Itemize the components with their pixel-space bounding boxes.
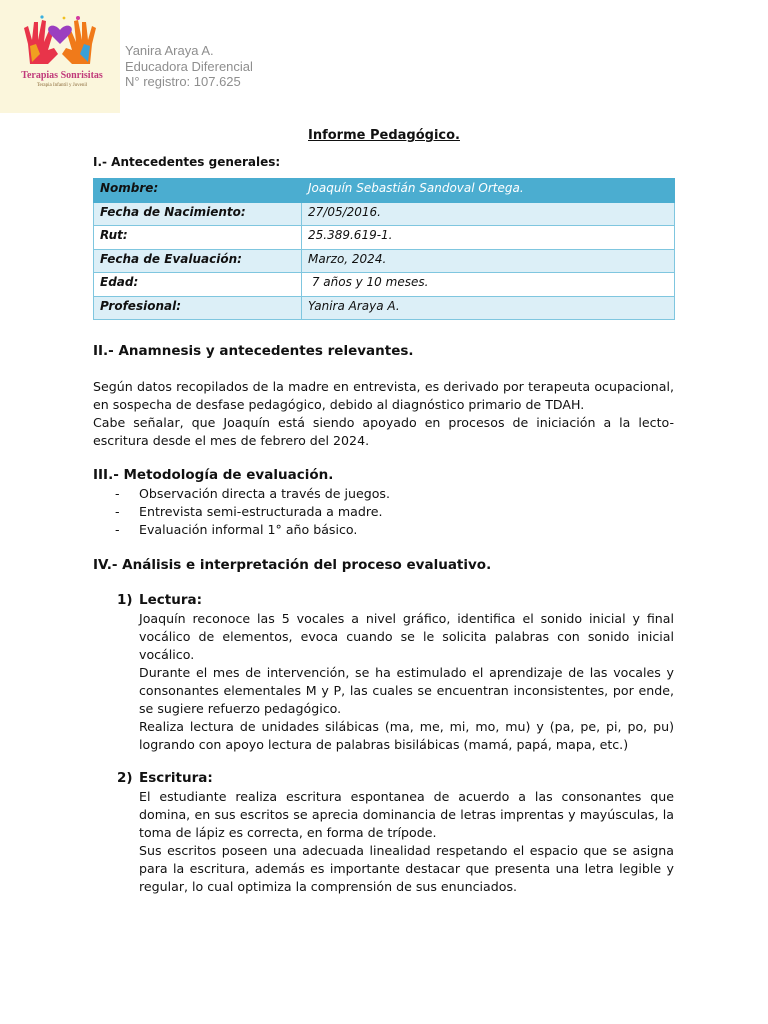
professional-info xyxy=(125,43,253,90)
row-value: 27/05/2016. xyxy=(302,202,675,226)
row-label: Fecha de Nacimiento: xyxy=(94,202,302,226)
paragraph: Realiza lectura de unidades silábicas (ma, me, mi, mo, mu) y (pa, pe, pi, po, pu) logrando con apoyo lectura de palabras bisilábicas (mamá, papá, mapa, etc.) xyxy=(139,719,674,752)
row-label: Nombre: xyxy=(94,179,302,203)
row-label: Edad: xyxy=(94,273,302,297)
lectura-number: 1) xyxy=(117,592,133,608)
row-value: Joaquín Sebastián Sandoval Ortega. xyxy=(302,179,675,203)
list-item: - Entrevista semi-estructurada a madre. xyxy=(115,504,383,519)
escritura-number: 2) xyxy=(117,770,133,786)
lectura-heading xyxy=(117,592,202,608)
escritura-title: Escritura: xyxy=(139,770,213,786)
paragraph: Durante el mes de intervención, se ha estimulado el aprendizaje de las vocales y consonantes elementales M y P, las cuales se encuentran inconsistentes, por ende, se sugiere refuerzo pedagógico. xyxy=(139,665,674,716)
row-label: Profesional: xyxy=(94,296,302,320)
logo-text: Terapias Sonrisitas xyxy=(21,70,103,81)
table-row xyxy=(94,179,675,203)
hands-heart-icon xyxy=(18,14,102,70)
row-value: 7 años y 10 meses. xyxy=(302,273,675,297)
escritura-heading xyxy=(117,770,213,786)
logo xyxy=(0,0,120,113)
paragraph: Sus escritos poseen una adecuada linealidad respetando el espacio que se asigna para la escritura, además es importante destacar que presenta una letra legible y regular, lo cual optimiza la comprensión de sus enunciados. xyxy=(139,843,674,894)
lectura-body xyxy=(139,610,674,754)
table-row xyxy=(94,249,675,273)
section-1-heading: I.- Antecedentes generales: xyxy=(93,155,281,169)
paragraph: Joaquín reconoce las 5 vocales a nivel gráfico, identifica el sonido inicial y final vocálico de elementos, evoca cuando se le solicita palabras con sonido inicial vocálico. xyxy=(139,611,674,662)
table-row xyxy=(94,273,675,297)
table-row xyxy=(94,226,675,250)
list-item: - Evaluación informal 1° año básico. xyxy=(115,522,358,537)
row-label: Fecha de Evaluación: xyxy=(94,249,302,273)
professional-name: Yanira Araya A. xyxy=(125,43,214,58)
professional-role: Educadora Diferencial xyxy=(125,58,253,74)
row-value: Marzo, 2024. xyxy=(302,249,675,273)
section-2-body xyxy=(93,378,674,450)
row-value: Yanira Araya A. xyxy=(302,296,675,320)
professional-registry: N° registro: 107.625 xyxy=(125,74,241,89)
paragraph: El estudiante realiza escritura espontanea de acuerdo a las consonantes que domina, en sus escritos se aprecia dominancia de letras imprentas y mayúsculas, la toma de lápiz es correcta, en forma de trípode. xyxy=(139,789,674,840)
logo-subtext: Terapia Infantil y Juvenil xyxy=(36,83,88,88)
list-item: - Observación directa a través de juegos. xyxy=(115,486,390,501)
general-info-table xyxy=(93,178,675,320)
section-3-heading: III.- Metodología de evaluación. xyxy=(93,467,334,483)
paragraph: Según datos recopilados de la madre en entrevista, es derivado por terapeuta ocupacional, en sospecha de desfase pedagógico, debido al diagnóstico primario de TDAH. xyxy=(93,379,674,412)
escritura-body xyxy=(139,788,674,896)
section-4-heading: IV.- Análisis e interpretación del proceso evaluativo. xyxy=(93,557,492,573)
table-row xyxy=(94,202,675,226)
methodology-list xyxy=(93,485,390,539)
row-label: Rut: xyxy=(94,226,302,250)
document-title: Informe Pedagógico. xyxy=(308,128,460,143)
paragraph: Cabe señalar, que Joaquín está siendo apoyado en procesos de iniciación a la lecto-escritura desde el mes de febrero del 2024. xyxy=(93,415,674,448)
table-row xyxy=(94,296,675,320)
row-value: 25.389.619-1. xyxy=(302,226,675,250)
lectura-title: Lectura: xyxy=(139,592,202,608)
section-2-heading: II.- Anamnesis y antecedentes relevantes. xyxy=(93,343,414,359)
